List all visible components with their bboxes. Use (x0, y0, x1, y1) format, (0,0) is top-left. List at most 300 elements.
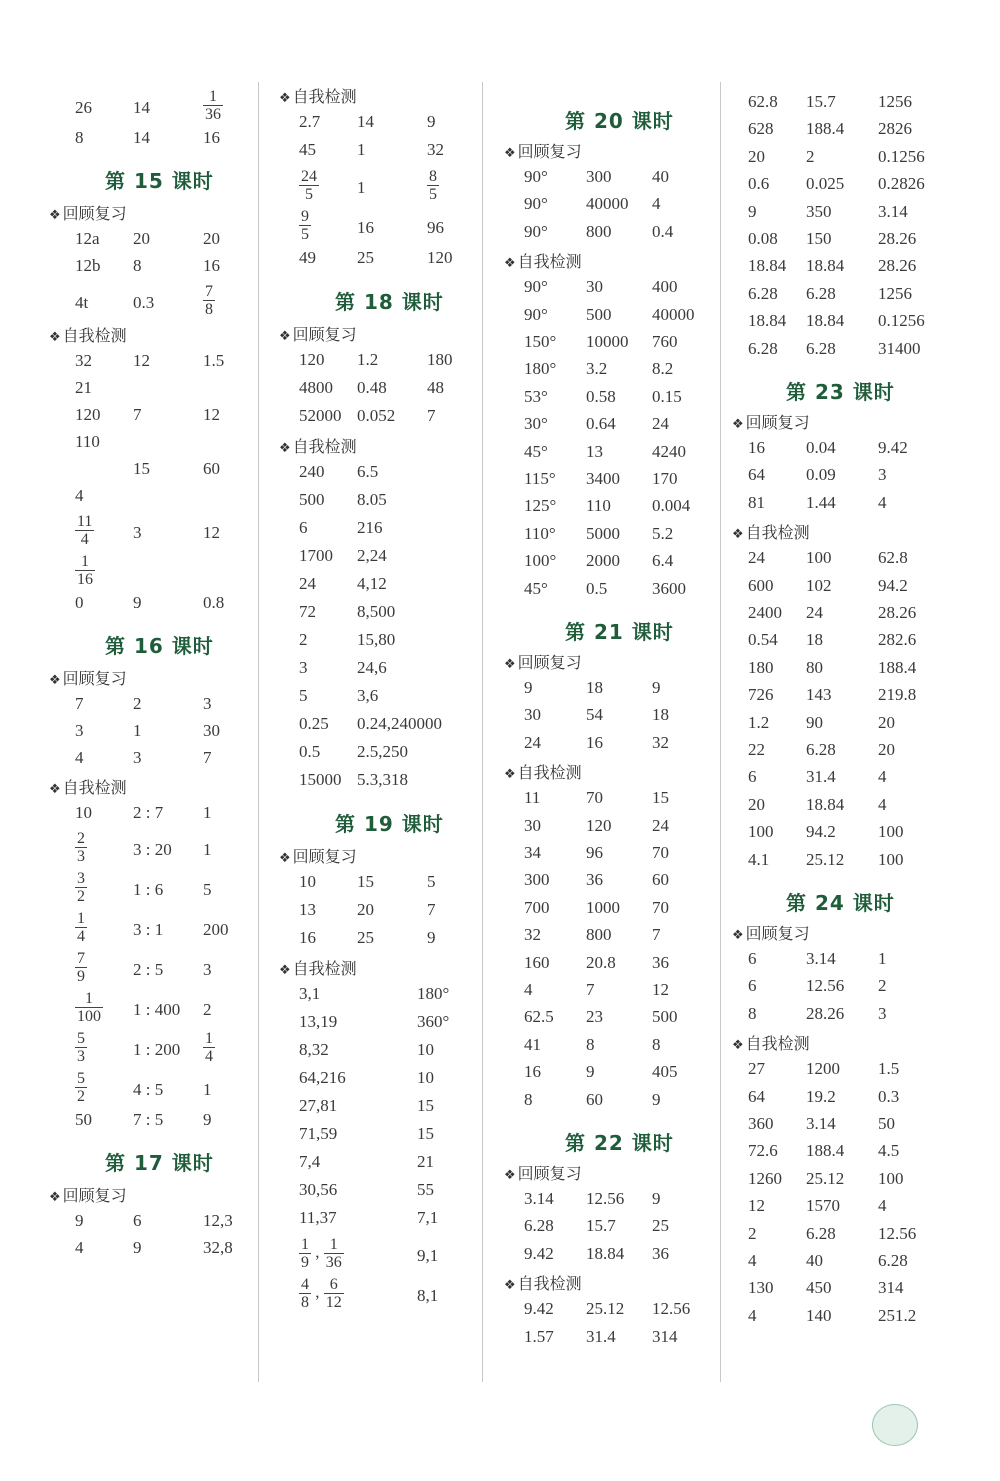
answer-value: 7 : 5 (133, 1110, 164, 1129)
answer-row (285, 140, 480, 168)
answer-value: 62.8 (748, 92, 778, 111)
answer-value: 6.28 (806, 740, 836, 759)
answer-value (299, 208, 311, 243)
answer-row (285, 714, 480, 742)
answer-value: 90° (524, 221, 548, 241)
section-heading (279, 84, 357, 107)
answer-row (55, 128, 255, 155)
answer-row (738, 795, 963, 822)
answer-value: 15000 (299, 770, 342, 789)
answer-value: 9.42 (878, 438, 908, 457)
fraction-numerator: 1 (203, 88, 223, 106)
answer-value: 1 (878, 949, 887, 968)
fraction (299, 1276, 311, 1311)
answer-value: 2000 (586, 551, 620, 571)
answer-value: 160 (524, 952, 550, 972)
section-heading (279, 956, 357, 979)
fraction-denominator: 4 (77, 928, 85, 945)
answer-value: 31400 (878, 338, 921, 358)
answer-row (738, 713, 963, 740)
answer-value: 32 (427, 140, 444, 159)
answer-value: 9.42 (524, 1299, 554, 1319)
answer-value: 0.025 (806, 174, 845, 194)
answer-value: 40 (652, 167, 669, 186)
answer-row (510, 551, 715, 578)
section-heading-label: 自我检测 (517, 763, 582, 783)
answer-row (510, 387, 715, 414)
answer-value: 0.3 (878, 1086, 900, 1106)
answer-row (285, 248, 480, 276)
answer-value: 1 (357, 178, 366, 197)
lesson-title: 第 18 课时 (335, 290, 444, 314)
diamond-bullet-icon: ❖ (732, 417, 744, 432)
section-heading (732, 410, 810, 433)
answer-row (285, 1236, 480, 1276)
answer-value: 2 : 7 (133, 803, 164, 822)
answer-value: 12.56 (652, 1299, 691, 1319)
fraction (75, 830, 87, 865)
answer-row (55, 378, 255, 405)
answer-value: 2 (133, 694, 142, 713)
section-heading-label: 自我检测 (292, 87, 357, 106)
section-heading (504, 650, 582, 673)
answer-value: 4 (652, 194, 661, 214)
answer-value: 9 (748, 201, 757, 221)
answer-row (510, 1327, 715, 1354)
diamond-bullet-icon: ❖ (279, 91, 291, 106)
answer-value: 9 (586, 1062, 595, 1082)
diamond-bullet-icon: ❖ (279, 851, 291, 866)
section-heading (504, 1161, 582, 1184)
answer-value: 6.28 (748, 338, 778, 358)
section-heading (279, 322, 357, 345)
answer-row (738, 147, 963, 174)
answer-row (285, 900, 480, 928)
answer-row (738, 767, 963, 794)
section-heading-label: 回顾复习 (62, 204, 127, 223)
answer-value: 1 (203, 840, 212, 859)
diamond-bullet-icon: ❖ (279, 441, 291, 456)
answer-value: 36 (586, 870, 603, 890)
answer-value: 1570 (806, 1196, 840, 1216)
answer-value: 0.1256 (878, 146, 925, 166)
answer-value: 600 (748, 575, 774, 595)
answer-value: 9 (427, 928, 436, 947)
answer-row (738, 1004, 963, 1031)
answer-value: 11,37 (299, 1208, 337, 1227)
answer-value: 24,6 (357, 658, 387, 677)
answer-value: 5 (299, 686, 308, 705)
answer-value (75, 990, 103, 1025)
diamond-bullet-icon: ❖ (504, 146, 516, 161)
answer-value: 2 : 5 (133, 960, 164, 979)
fraction-numerator: 3 (77, 870, 85, 887)
answer-value: 18 (652, 705, 669, 725)
answer-value: 4.5 (878, 1141, 900, 1161)
answer-value: 23 (586, 1007, 603, 1027)
answer-value: 18.84 (806, 256, 845, 276)
answer-row (285, 350, 480, 378)
answer-value: 12.56 (878, 1223, 917, 1243)
answer-value: 10 (299, 872, 316, 891)
answer-value: 1200 (806, 1059, 840, 1079)
fraction-denominator: 12 (325, 1294, 342, 1311)
answer-value: 6 (748, 949, 757, 968)
answer-row (510, 925, 715, 952)
answer-row (55, 694, 255, 721)
section-heading-label: 回顾复习 (517, 1164, 582, 1183)
answer-value: 72 (299, 602, 316, 621)
answer-value: 81 (748, 492, 765, 512)
answer-row (738, 174, 963, 201)
answer-value: 350 (806, 201, 832, 221)
answer-value: 0.58 (586, 386, 616, 406)
lesson-title: 第 21 课时 (565, 620, 674, 644)
answer-value: 40000 (652, 304, 695, 324)
answer-value: 3 : 1 (133, 920, 164, 939)
answer-value (75, 870, 87, 905)
answer-value: 64 (748, 1086, 765, 1106)
answer-value: 300 (524, 870, 550, 890)
section-heading (732, 1031, 810, 1054)
answer-value: 180 (427, 350, 453, 369)
answer-value: 20.8 (586, 952, 616, 972)
fraction-numerator: 9 (301, 208, 309, 225)
answer-value: 1700 (299, 546, 333, 565)
answer-value: 700 (524, 897, 550, 917)
answer-value: 15 (357, 872, 374, 891)
answer-value: 130 (748, 1278, 774, 1298)
answer-value: 2.5,250 (357, 742, 408, 761)
answer-row (738, 438, 963, 465)
section-heading (49, 666, 127, 689)
answer-value: 110° (524, 523, 556, 543)
answer-value: 100 (878, 822, 904, 842)
answer-value: 3 (133, 523, 142, 542)
diamond-bullet-icon: ❖ (504, 657, 516, 672)
answer-row (738, 119, 963, 146)
section-heading (49, 1183, 127, 1206)
answer-value: 10 (75, 803, 92, 822)
answer-row (738, 603, 963, 630)
answer-row (55, 553, 255, 593)
diamond-bullet-icon: ❖ (504, 767, 516, 783)
answer-value: 0 (75, 593, 84, 612)
answer-value: 3 : 20 (133, 840, 172, 859)
answer-value: 4 (75, 1238, 84, 1257)
answer-value: 45° (524, 441, 548, 461)
answer-row (738, 256, 963, 283)
answer-value: 18.84 (748, 311, 787, 331)
section-heading (504, 249, 582, 272)
answer-value: 1.57 (524, 1326, 554, 1346)
answer-row (738, 284, 963, 311)
answer-value: 5.3,318 (357, 770, 408, 789)
answer-value: 50 (75, 1110, 92, 1129)
answer-value: 41 (524, 1034, 541, 1054)
answer-value: 52000 (299, 406, 342, 425)
answer-row (738, 576, 963, 603)
answer-value: 12,3 (203, 1211, 233, 1230)
lesson-title: 第 24 课时 (786, 891, 895, 915)
answer-value: 188.4 (806, 119, 845, 139)
answer-value (75, 513, 94, 548)
fraction (299, 1236, 311, 1271)
answer-value: 25 (357, 248, 374, 267)
answer-value: 9 (652, 1189, 661, 1208)
answer-value: 5 (427, 872, 436, 891)
answer-row (738, 1169, 963, 1196)
diamond-bullet-icon: ❖ (49, 330, 61, 345)
answer-value: 60 (203, 459, 220, 478)
answer-row (510, 705, 715, 732)
diamond-bullet-icon: ❖ (49, 1190, 61, 1205)
answer-value: 1260 (748, 1168, 782, 1188)
answer-row (510, 870, 715, 897)
answer-row (738, 822, 963, 849)
answer-value: 0.15 (652, 386, 682, 406)
answer-value: 34 (524, 843, 541, 862)
answer-value: 22 (748, 740, 765, 759)
answer-value: 0.48 (357, 378, 387, 397)
answer-row (738, 630, 963, 657)
answer-row (285, 770, 480, 798)
answer-value: 25 (652, 1216, 669, 1236)
answer-value: 6.28 (524, 1216, 554, 1236)
answer-value: 7,4 (299, 1152, 321, 1171)
answer-value: 4 (75, 748, 84, 767)
lesson-title: 第 22 课时 (565, 1131, 674, 1155)
answer-value: 1 (357, 140, 366, 159)
answer-value: 100 (878, 1168, 904, 1188)
answer-row (285, 1208, 480, 1236)
answer-value: 4 (878, 794, 887, 814)
section-heading-label: 自我检测 (62, 778, 127, 797)
section-heading-label: 回顾复习 (292, 847, 357, 866)
answer-row (510, 579, 715, 606)
answer-value (299, 1236, 344, 1271)
answer-value: 15 (133, 459, 150, 478)
section-heading-label: 自我检测 (292, 437, 357, 456)
answer-row (285, 658, 480, 686)
answer-value: 24 (806, 603, 823, 622)
answer-row (55, 990, 255, 1030)
answer-value: 72.6 (748, 1141, 778, 1161)
answer-row (510, 953, 715, 980)
answer-value: 102 (806, 575, 832, 595)
answer-value (75, 1070, 87, 1105)
answer-value: 20 (203, 229, 220, 248)
answer-value: 0.24,240000 (357, 714, 442, 733)
answer-value: 60 (652, 870, 669, 890)
diamond-bullet-icon: ❖ (504, 256, 516, 272)
fraction-numerator: 1 (75, 990, 103, 1008)
answer-value: 1 : 6 (133, 880, 164, 899)
answer-value: 7,1 (417, 1208, 439, 1227)
answer-value: 180° (524, 359, 557, 379)
answer-value: 240 (299, 462, 325, 481)
fraction-numerator: 7 (77, 950, 85, 967)
answer-value: 282.6 (878, 630, 917, 650)
answer-row (510, 843, 715, 870)
answer-value: 120 (586, 815, 612, 835)
answer-value: 3 (299, 658, 308, 677)
answer-value: 9 (203, 1110, 212, 1129)
answer-row (55, 593, 255, 620)
answer-value: 4 (748, 1305, 757, 1325)
answer-value (75, 950, 87, 985)
answer-row (285, 462, 480, 490)
column-divider (482, 82, 483, 1382)
answer-value: 16 (524, 1062, 541, 1082)
answer-value: 7 (133, 405, 142, 424)
answer-value: 314 (878, 1278, 904, 1298)
diamond-bullet-icon: ❖ (279, 963, 291, 978)
fraction-numerator: 6 (324, 1276, 344, 1294)
answer-value: 11 (524, 788, 541, 808)
answer-value: 7 (652, 925, 661, 945)
answer-row (55, 748, 255, 775)
answer-value: 8 (524, 1089, 533, 1109)
fraction-denominator: 3 (77, 848, 85, 865)
answer-row (738, 229, 963, 256)
section-heading (504, 760, 582, 783)
answer-row (285, 1068, 480, 1096)
diamond-bullet-icon: ❖ (49, 208, 61, 223)
answer-value: 760 (652, 332, 678, 351)
answer-value: 15 (417, 1096, 434, 1115)
answer-value: 110 (586, 496, 611, 516)
answer-value: 30,56 (299, 1180, 338, 1199)
section-heading-label: 自我检测 (745, 523, 810, 543)
fraction-numerator: 1 (77, 910, 85, 927)
answer-row (510, 167, 715, 194)
answer-value: 0.25 (299, 714, 329, 733)
answer-value: 8.2 (652, 359, 674, 379)
fraction-denominator: 100 (77, 1008, 101, 1025)
answer-value: 16 (586, 732, 603, 752)
answer-row (510, 733, 715, 760)
answer-value: 1 (203, 1080, 212, 1099)
answer-value: 30° (524, 414, 548, 434)
answer-row (285, 406, 480, 434)
answer-value (75, 1030, 87, 1065)
diamond-bullet-icon: ❖ (732, 527, 744, 543)
section-heading (49, 201, 127, 224)
answer-value: 150 (806, 229, 832, 248)
answer-row (285, 686, 480, 714)
answer-value: 2400 (748, 603, 782, 622)
answer-value: 6.28 (878, 1251, 908, 1270)
answer-value: 4t (75, 293, 89, 312)
answer-value: 6 (748, 976, 757, 996)
answer-value: 25.12 (806, 849, 845, 869)
answer-value: 7 (203, 748, 212, 767)
answer-value: 8 (652, 1034, 661, 1054)
answer-value: 90° (524, 277, 548, 297)
answer-row (510, 1299, 715, 1326)
answer-value: 360° (417, 1012, 450, 1031)
answer-row (55, 229, 255, 256)
fraction-separator: , (311, 1242, 324, 1262)
answer-row (738, 1224, 963, 1251)
answer-row (55, 1070, 255, 1110)
answer-value: 360 (748, 1114, 774, 1133)
answer-value: 24 (652, 815, 669, 835)
answer-value: 20 (748, 146, 765, 166)
fraction (203, 88, 223, 123)
answer-row (285, 1096, 480, 1124)
answer-value: 5000 (586, 523, 620, 543)
answer-value: 71,59 (299, 1124, 338, 1143)
section-heading (279, 434, 357, 457)
answer-value: 219.8 (878, 685, 917, 705)
answer-value: 70 (652, 843, 669, 862)
answer-row (285, 742, 480, 770)
answer-value (203, 1030, 215, 1065)
answer-row (285, 1040, 480, 1068)
fraction-denominator: 36 (205, 106, 221, 123)
answer-value: 94.2 (878, 575, 908, 595)
answer-value: 30 (203, 721, 220, 740)
answer-value: 9 (524, 678, 533, 697)
answer-value: 2 (806, 146, 815, 166)
diamond-bullet-icon: ❖ (49, 673, 61, 688)
answer-row (738, 1306, 963, 1333)
answer-value: 1256 (878, 92, 912, 111)
answer-row (510, 277, 715, 304)
answer-value: 16 (203, 128, 220, 147)
answer-value: 4.1 (748, 849, 770, 869)
answer-value: 12.56 (806, 976, 845, 996)
answer-value: 6 (748, 767, 757, 787)
section-heading (732, 520, 810, 543)
fraction-denominator: 8 (301, 1294, 309, 1311)
answer-value: 13 (586, 441, 603, 461)
answer-value: 628 (748, 119, 774, 139)
answer-row (510, 332, 715, 359)
answer-row (285, 630, 480, 658)
fraction-denominator: 16 (77, 571, 93, 588)
fraction (75, 990, 103, 1025)
answer-value: 96 (427, 218, 444, 237)
fraction (324, 1276, 344, 1311)
answer-value: 16 (299, 928, 316, 947)
answer-value: 9 (652, 678, 661, 697)
answer-value: 90° (524, 304, 548, 324)
answer-value: 9 (652, 1089, 661, 1109)
answer-value: 94.2 (806, 822, 836, 842)
answer-value: 8 (133, 256, 142, 275)
answer-value: 0.2826 (878, 174, 925, 194)
answer-value: 13,19 (299, 1012, 338, 1031)
answer-row (510, 414, 715, 441)
answer-row (738, 92, 963, 119)
answer-value: 20 (878, 740, 895, 759)
answer-row (738, 1196, 963, 1223)
answer-value (299, 1276, 344, 1311)
answer-value: 30 (586, 277, 603, 297)
answer-value: 3.14 (524, 1189, 554, 1208)
lesson-title: 第 17 课时 (105, 1151, 214, 1175)
answer-value: 18.84 (806, 794, 845, 814)
answer-value (203, 283, 215, 318)
answer-value: 120 (299, 350, 325, 369)
answer-value (75, 830, 87, 865)
answer-value: 8,1 (417, 1286, 439, 1305)
answer-value: 180° (417, 984, 450, 1003)
answer-value: 7 (75, 694, 84, 713)
